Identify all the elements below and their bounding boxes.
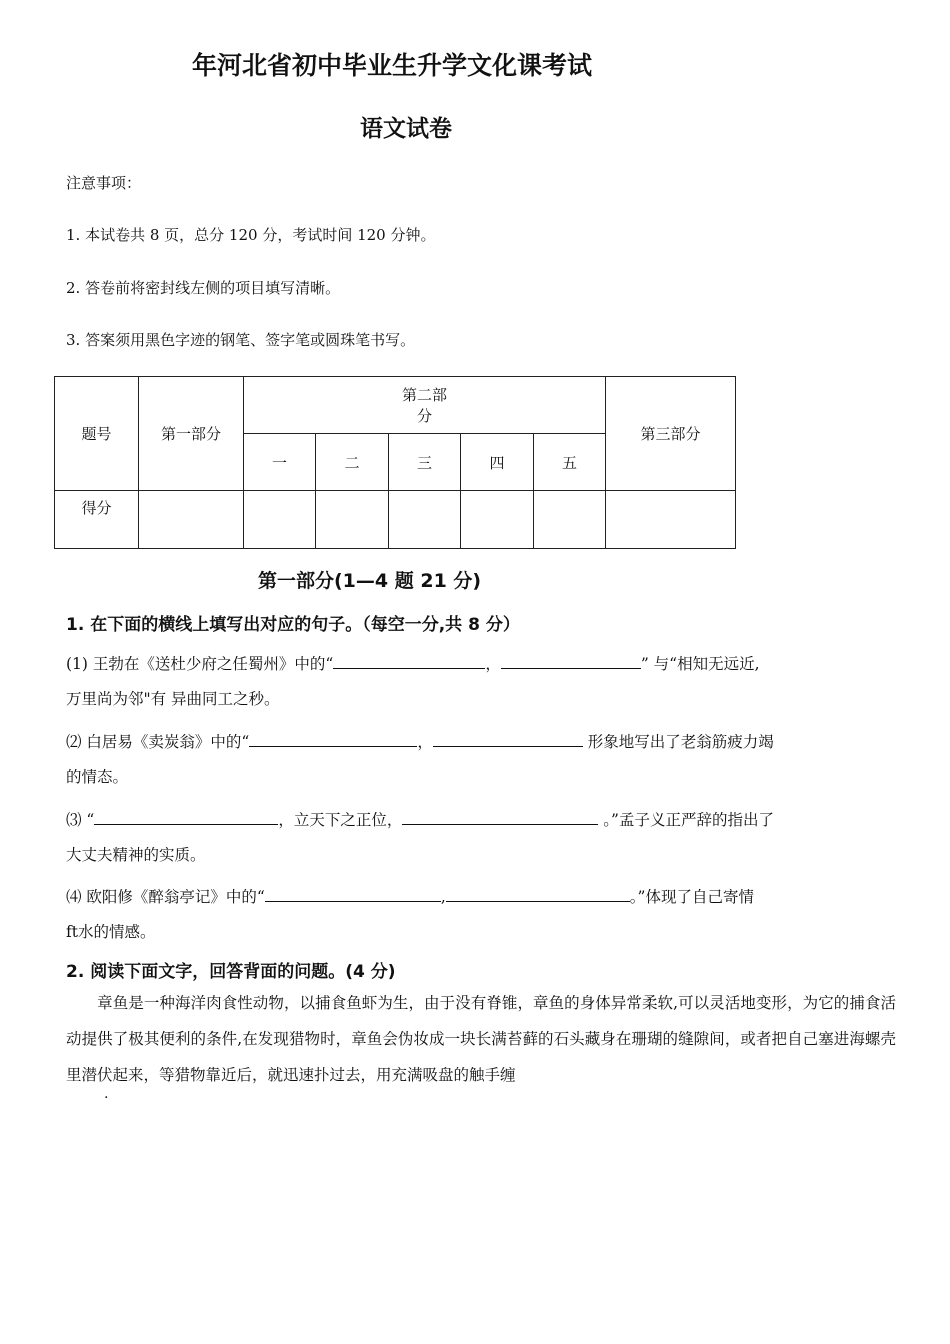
header-part2-line1: 第二部	[401, 386, 447, 404]
exam-title: 年河北省初中毕业生升学文化课考试	[192, 51, 593, 80]
q1-s2-comma: ，	[417, 733, 433, 751]
answer-blank-3[interactable]	[249, 729, 417, 747]
q1-s4-line1	[66, 884, 754, 907]
header-part3: 第三部分	[606, 377, 736, 491]
subheader-1: 一	[244, 434, 316, 491]
q2-passage	[66, 985, 896, 1093]
q1-s2-text-b: 形象地写出了老翁筋疲力竭	[582, 733, 774, 751]
answer-blank-2[interactable]	[501, 651, 641, 669]
score-cell-1[interactable]	[244, 491, 316, 549]
score-cell-part3[interactable]	[606, 491, 736, 549]
q1-s3-text-mid: ，立天下之正位，	[278, 811, 403, 829]
score-cell-2[interactable]	[316, 491, 389, 549]
score-cell-5[interactable]	[534, 491, 606, 549]
subheader-5: 五	[534, 434, 606, 491]
subheader-4: 四	[461, 434, 534, 491]
score-cell-3[interactable]	[389, 491, 461, 549]
q2-passage-part1: 章鱼是一种海洋肉食性动物，以捕食鱼虾为生，由于没有脊锥，章鱼的身体异常柔软,可以灵活地变形，为它的捕食活动提供了极其便利的条件,在发现猎物时，章鱼会伪妆成一块长满苔藓的石头藏身在珊瑚的缝隙间，或者把自己塞进海螺壳里潜	[66, 994, 896, 1084]
header-part2	[244, 377, 606, 434]
header-part2-line2: 分	[416, 407, 432, 425]
subheader-2: 二	[316, 434, 389, 491]
q1-s3-text-a: ⑶ “	[66, 811, 95, 829]
q1-s4-text-a: ⑷ 欧阳修《醉翁亭记》中的“	[66, 888, 265, 906]
q1-s1-line2: 万里尚为邻"有 异曲同工之秒。	[66, 690, 280, 708]
note-item-2: 2. 答卷前将密封线左侧的项目填写清晰。	[66, 279, 341, 297]
q1-s1-text-a: (1) 王勃在《送杜少府之任蜀州》中的“	[66, 655, 334, 673]
header-part1: 第一部分	[139, 377, 244, 491]
q1-s4-text-b: 。”体现了自己寄情	[629, 888, 754, 906]
answer-blank-8[interactable]	[446, 884, 630, 902]
section1-title: 第一部分(1—4 题 21 分)	[258, 570, 482, 592]
answer-blank-1[interactable]	[333, 651, 485, 669]
q1-s1-line1	[66, 651, 760, 674]
q1-s3-text-b: 。”孟子义正严辞的指出了	[598, 811, 774, 829]
q2-heading: 2. 阅读下面文字，回答背面的问题。(4 分)	[66, 962, 396, 982]
q1-s2-line2: 的情态。	[66, 768, 129, 786]
notes-heading: 注意事项：	[66, 174, 142, 192]
answer-blank-4[interactable]	[433, 729, 583, 747]
q1-s2-text-a: ⑵ 白居易《卖炭翁》中的“	[66, 733, 250, 751]
q2-passage-part2: 起来，等猎物靠近后，就迅速扑过去，用充满吸盘的触手缠	[112, 1066, 516, 1084]
score-cell-4[interactable]	[461, 491, 534, 549]
answer-blank-5[interactable]	[94, 807, 278, 825]
q1-s3-line1	[66, 807, 774, 830]
note-item-1: 1. 本试卷共 8 页，总分 120 分，考试时间 120 分钟。	[66, 226, 436, 244]
score-table	[54, 376, 736, 549]
emphasis-char-fu: 伏	[97, 1066, 113, 1084]
score-cell-part1[interactable]	[139, 491, 244, 549]
q1-s3-line2: 大丈夫精神的实质。	[66, 846, 206, 864]
header-tihao: 题号	[55, 377, 139, 491]
note-item-3: 3. 答案须用黑色字迹的钢笔、签字笔或圆珠笔书写。	[66, 331, 416, 349]
exam-subtitle: 语文试卷	[360, 116, 452, 142]
answer-blank-7[interactable]	[265, 884, 441, 902]
subheader-3: 三	[389, 434, 461, 491]
row-defen-label: 得分	[55, 491, 139, 549]
q1-s1-text-b: ” 与“相知无远近,	[640, 655, 760, 673]
q1-s2-line1	[66, 729, 774, 752]
answer-blank-6[interactable]	[402, 807, 598, 825]
q1-heading: 1. 在下面的横线上填写出对应的句子。（每空一分,共 8 分）	[66, 615, 520, 635]
q1-s1-comma: ，	[485, 655, 501, 673]
q1-s4-comma: ,	[440, 888, 446, 906]
q1-s4-line2: ft水的情感。	[66, 923, 156, 941]
